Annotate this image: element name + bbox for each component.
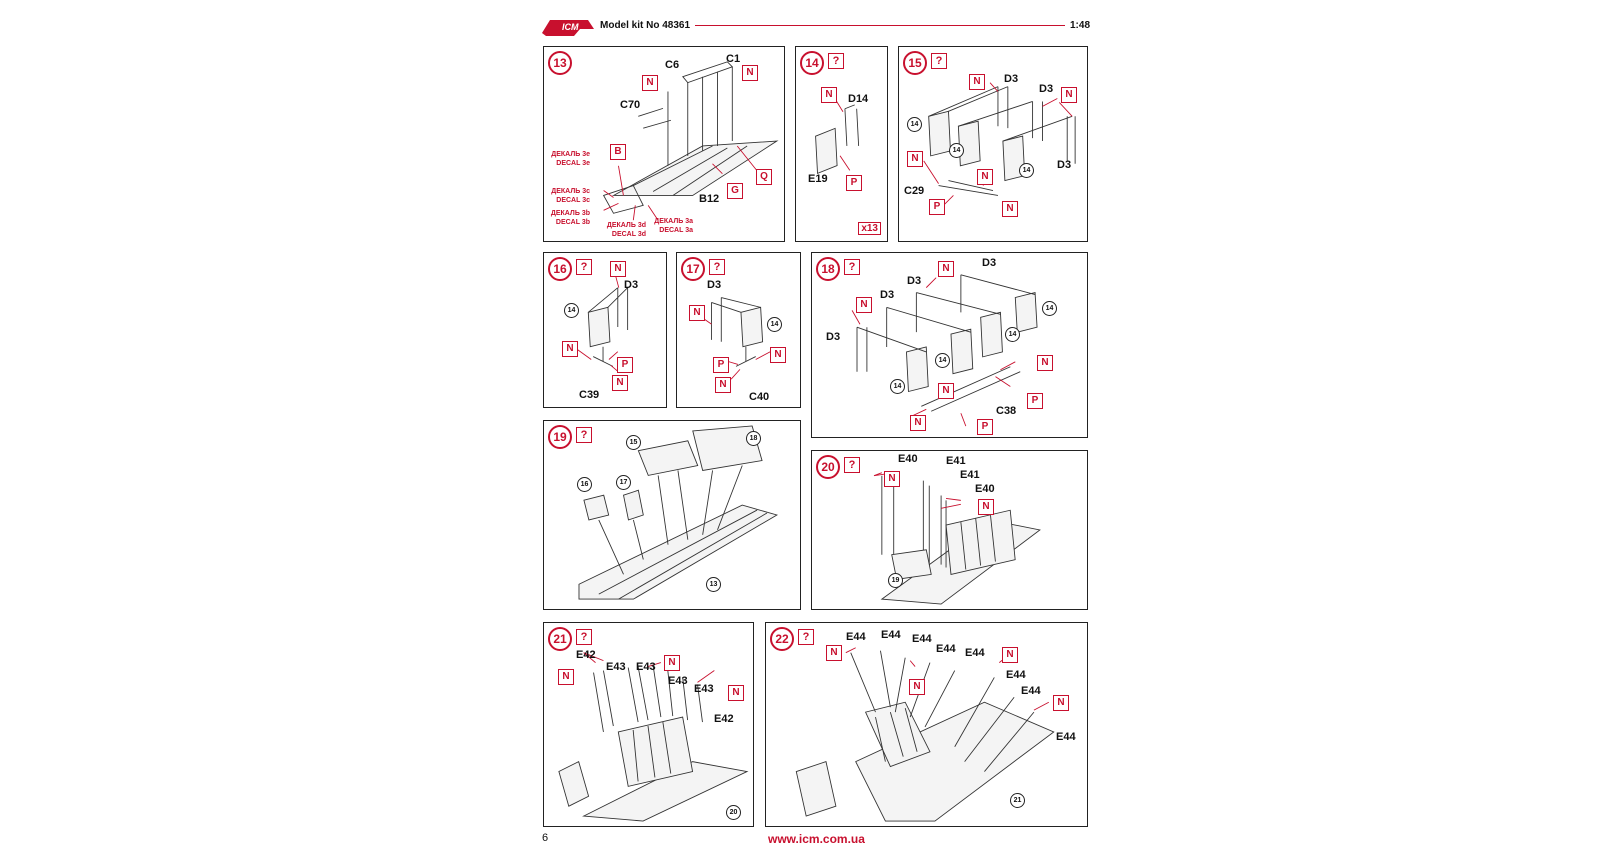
step-number: 18 bbox=[816, 257, 840, 281]
part-label: E44 bbox=[1006, 669, 1026, 681]
glue-note-box: N bbox=[1002, 647, 1018, 663]
part-label: C6 bbox=[665, 59, 680, 71]
step-reference: 19 bbox=[888, 573, 903, 588]
glue-note-box: N bbox=[728, 685, 744, 701]
step-14-panel bbox=[795, 46, 888, 242]
step-reference: 14 bbox=[949, 143, 964, 158]
part-label: C40 bbox=[749, 391, 770, 403]
step-reference: 20 bbox=[726, 805, 741, 820]
glue-note-box: N bbox=[826, 645, 842, 661]
step-reference: 14 bbox=[1019, 163, 1034, 178]
part-label: E44 bbox=[1056, 731, 1076, 743]
glue-note-box: N bbox=[821, 87, 837, 103]
step-reference: 14 bbox=[935, 353, 950, 368]
glue-note-box: N bbox=[1002, 201, 1018, 217]
step-number: 17 bbox=[681, 257, 705, 281]
optional-marker: ? bbox=[828, 53, 844, 69]
glue-note-box: N bbox=[1061, 87, 1077, 103]
step-19-panel bbox=[543, 420, 801, 610]
glue-note-box: N bbox=[969, 74, 985, 90]
decal-note: ДЕКАЛЬ 3e DECAL 3e bbox=[551, 151, 590, 167]
part-label: D3 bbox=[880, 289, 895, 301]
step-22-panel bbox=[765, 622, 1088, 827]
step-reference: 14 bbox=[890, 379, 905, 394]
website-link[interactable]: www.icm.com.ua bbox=[768, 832, 865, 846]
step-reference: 21 bbox=[1010, 793, 1025, 808]
part-label: D3 bbox=[982, 257, 997, 269]
step-reference: 17 bbox=[616, 475, 631, 490]
glue-note-box: N bbox=[642, 75, 658, 91]
step-19-drawing bbox=[544, 421, 800, 609]
step-number: 22 bbox=[770, 627, 794, 651]
glue-note-box: N bbox=[770, 347, 786, 363]
part-label: E44 bbox=[846, 631, 866, 643]
kit-number: Model kit No 48361 bbox=[600, 20, 691, 31]
part-label: D3 bbox=[624, 279, 639, 291]
glue-note-box: N bbox=[689, 305, 705, 321]
step-16-panel bbox=[543, 252, 667, 408]
step-reference: 14 bbox=[1042, 301, 1057, 316]
step-reference: 14 bbox=[564, 303, 579, 318]
optional-marker: ? bbox=[798, 629, 814, 645]
option-box: Q bbox=[756, 169, 772, 185]
part-label: D3 bbox=[1004, 73, 1019, 85]
part-label: D3 bbox=[1057, 159, 1072, 171]
step-number: 15 bbox=[903, 51, 927, 75]
glue-note-box: N bbox=[715, 377, 731, 393]
part-label: E41 bbox=[946, 455, 966, 467]
step-14-drawing bbox=[796, 47, 887, 241]
decal-note: ДЕКАЛЬ 3c DECAL 3c bbox=[551, 188, 590, 204]
option-box: P bbox=[1027, 393, 1043, 409]
part-label: D3 bbox=[826, 331, 841, 343]
part-label: E40 bbox=[898, 453, 918, 465]
glue-note-box: N bbox=[664, 655, 680, 671]
glue-note-box: N bbox=[612, 375, 628, 391]
glue-note-box: N bbox=[610, 261, 626, 277]
part-label: D3 bbox=[907, 275, 922, 287]
part-label: D3 bbox=[1039, 83, 1054, 95]
glue-note-box: N bbox=[910, 415, 926, 431]
option-box: B bbox=[610, 144, 626, 160]
glue-note-box: N bbox=[978, 499, 994, 515]
step-reference: 15 bbox=[626, 435, 641, 450]
option-box: P bbox=[977, 419, 993, 435]
decal-note: ДЕКАЛЬ 3d DECAL 3d bbox=[606, 222, 646, 238]
part-label: E42 bbox=[714, 713, 734, 725]
icm-logo bbox=[540, 17, 596, 39]
step-18-panel bbox=[811, 252, 1088, 438]
step-20-panel bbox=[811, 450, 1088, 610]
step-reference: 14 bbox=[767, 317, 782, 332]
part-label: E43 bbox=[636, 661, 656, 673]
part-label: B12 bbox=[699, 193, 720, 205]
part-label: C29 bbox=[904, 185, 925, 197]
glue-note-box: N bbox=[856, 297, 872, 313]
part-label: C1 bbox=[726, 53, 741, 65]
glue-note-box: N bbox=[562, 341, 578, 357]
step-number: 14 bbox=[800, 51, 824, 75]
glue-note-box: N bbox=[1053, 695, 1069, 711]
step-reference: 14 bbox=[907, 117, 922, 132]
step-reference: 18 bbox=[746, 431, 761, 446]
part-label: E41 bbox=[960, 469, 980, 481]
glue-note-box: N bbox=[909, 679, 925, 695]
part-label: E42 bbox=[576, 649, 596, 661]
part-label: C39 bbox=[579, 389, 600, 401]
part-label: E43 bbox=[606, 661, 626, 673]
svg-text:ICM: ICM bbox=[562, 22, 579, 32]
part-label: C38 bbox=[996, 405, 1017, 417]
decal-note: ДЕКАЛЬ 3b DECAL 3b bbox=[550, 210, 590, 226]
glue-note-box: N bbox=[558, 669, 574, 685]
part-label: E44 bbox=[881, 629, 901, 641]
part-label: D3 bbox=[707, 279, 722, 291]
part-label: E44 bbox=[912, 633, 932, 645]
option-box: G bbox=[727, 183, 743, 199]
step-number: 19 bbox=[548, 425, 572, 449]
glue-note-box: N bbox=[938, 383, 954, 399]
step-reference: 14 bbox=[1005, 327, 1020, 342]
glue-note-box: N bbox=[884, 471, 900, 487]
step-21-panel bbox=[543, 622, 754, 827]
part-label: E44 bbox=[965, 647, 985, 659]
optional-marker: ? bbox=[931, 53, 947, 69]
step-reference: 16 bbox=[577, 477, 592, 492]
step-number: 21 bbox=[548, 627, 572, 651]
step-number: 16 bbox=[548, 257, 572, 281]
part-label: D14 bbox=[848, 93, 869, 105]
part-label: E44 bbox=[936, 643, 956, 655]
glue-note-box: N bbox=[938, 261, 954, 277]
part-label: C70 bbox=[620, 99, 641, 111]
part-label: E44 bbox=[1021, 685, 1041, 697]
option-box: P bbox=[617, 357, 633, 373]
step-number: 13 bbox=[548, 51, 572, 75]
part-label: E43 bbox=[668, 675, 688, 687]
glue-note-box: N bbox=[977, 169, 993, 185]
step-reference: 13 bbox=[706, 577, 721, 592]
option-box: P bbox=[713, 357, 729, 373]
part-label: E43 bbox=[694, 683, 714, 695]
header-rule bbox=[695, 25, 1065, 26]
optional-marker: ? bbox=[844, 259, 860, 275]
optional-marker: ? bbox=[576, 427, 592, 443]
step-20-drawing bbox=[812, 451, 1087, 609]
step-17-panel bbox=[676, 252, 801, 408]
part-label: E40 bbox=[975, 483, 995, 495]
glue-note-box: N bbox=[907, 151, 923, 167]
decal-note: ДЕКАЛЬ 3a DECAL 3a bbox=[654, 218, 693, 234]
part-label: E19 bbox=[808, 173, 828, 185]
scale-label: 1:48 bbox=[1070, 20, 1091, 31]
step-18-drawing bbox=[812, 253, 1087, 437]
optional-marker: ? bbox=[709, 259, 725, 275]
step-13-panel bbox=[543, 46, 785, 242]
glue-note-box: N bbox=[742, 65, 758, 81]
option-box: P bbox=[929, 199, 945, 215]
optional-marker: ? bbox=[576, 629, 592, 645]
page-number: 6 bbox=[542, 832, 549, 844]
optional-marker: ? bbox=[576, 259, 592, 275]
option-box: P bbox=[846, 175, 862, 191]
optional-marker: ? bbox=[844, 457, 860, 473]
step-15-drawing bbox=[899, 47, 1087, 241]
glue-note-box: N bbox=[1037, 355, 1053, 371]
step-15-panel bbox=[898, 46, 1088, 242]
step-number: 20 bbox=[816, 455, 840, 479]
quantity-badge: x13 bbox=[858, 222, 881, 235]
step-22-drawing bbox=[766, 623, 1087, 826]
